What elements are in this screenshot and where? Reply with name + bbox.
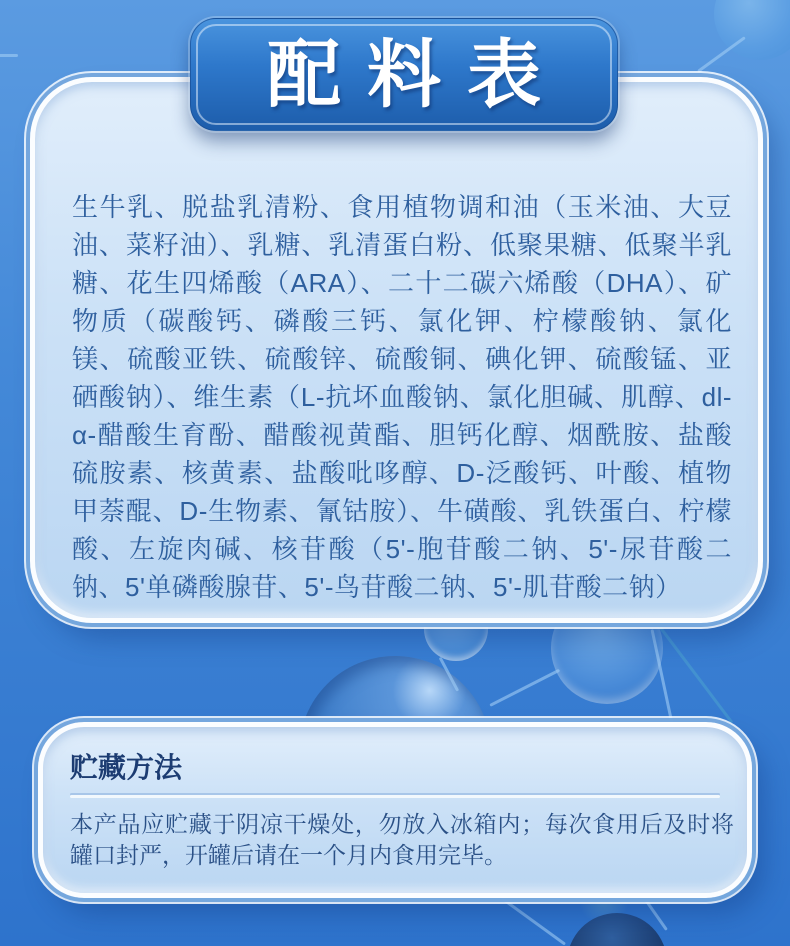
title-banner (190, 18, 618, 131)
molecule-bond-b (489, 669, 560, 707)
molecule-sphere-dark-bottom (567, 913, 667, 946)
ingredients-card (30, 77, 763, 623)
molecule-bond-top-left (0, 54, 18, 57)
page-title: 配料表 (267, 33, 567, 116)
storage-text: 本产品应贮藏于阴凉干燥处，勿放入冰箱内；每次食用后及时将罐口封严，开罐后请在一个月内食用完毕。 (70, 811, 734, 868)
ingredients-text: 生牛乳、脱盐乳清粉、食用植物调和油（玉米油、大豆油、菜籽油）、乳糖、乳清蛋白粉、低聚果糖、低聚半乳糖、花生四烯酸（ARA）、二十二碳六烯酸（DHA）、矿物质（碳酸钙、磷酸三钙、氯化钾、柠檬酸钠、氯化镁、硫酸亚铁、硫酸锌、硫酸铜、碘化钾、硫酸锰、亚硒酸钠）、维生素（L-抗坏血酸钠、氯化胆碱、肌醇、dl-α-醋酸生育酚、醋酸视黄酯、胆钙化醇、烟酰胺、盐酸硫胺素、核黄素、盐酸吡哆醇、D-泛酸钙、叶酸、植物甲萘醌、D-生物素、氰钴胺）、牛磺酸、乳铁蛋白、柠檬酸、左旋肉碱、核苷酸（5'-胞苷酸二钠、5'-尿苷酸二钠、5'单磷酸腺苷、5'-鸟苷酸二钠、5'-肌苷酸二钠） (72, 192, 732, 602)
storage-heading: 贮藏方法 (70, 752, 183, 783)
molecule-bond-bottom-1 (501, 897, 566, 945)
storage-divider (70, 795, 720, 798)
storage-card (38, 722, 752, 898)
